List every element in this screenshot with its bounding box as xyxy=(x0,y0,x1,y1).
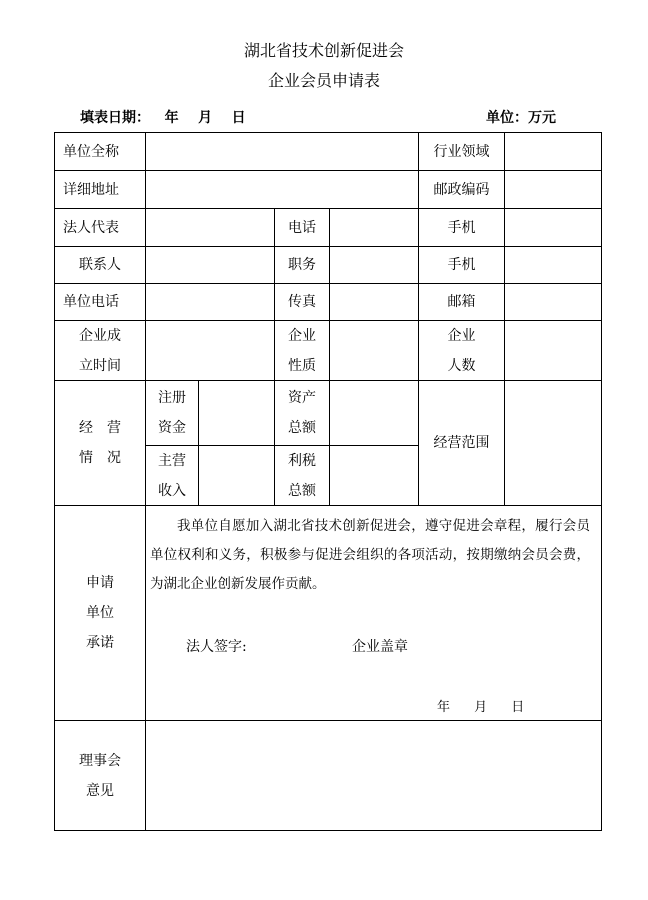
label-promise-line1: 申请 xyxy=(86,575,114,591)
company-seal-label: 企业盖章 xyxy=(352,639,408,655)
address-field[interactable] xyxy=(146,171,418,208)
founded-field[interactable] xyxy=(146,321,274,380)
label-staff xyxy=(419,321,504,380)
label-position: 职务 xyxy=(288,257,316,273)
label-council xyxy=(55,721,145,830)
label-promise-line2: 单位 xyxy=(86,605,114,621)
assets-field[interactable] xyxy=(330,381,418,445)
label-phone: 电话 xyxy=(288,219,316,236)
label-business-line2: 情 况 xyxy=(79,450,121,466)
label-tax xyxy=(275,446,329,505)
promise-text: 我单位自愿加入湖北省技术创新促进会，遵守促进会章程，履行会员单位权利和义务，积极参与促进会组织的各项活动，按期缴纳会员会费，为湖北企业创新发展作贡献。 xyxy=(150,518,590,592)
label-nature-line2: 性质 xyxy=(288,357,316,374)
label-contact: 联系人 xyxy=(79,257,121,273)
nature-field[interactable] xyxy=(330,321,418,380)
reg-capital-field[interactable] xyxy=(199,381,274,445)
label-promise-line3: 承诺 xyxy=(86,635,114,651)
contact-field[interactable] xyxy=(146,247,274,283)
label-staff-line1: 企业 xyxy=(447,327,476,344)
label-postcode: 邮政编码 xyxy=(433,181,490,198)
label-council-line2: 意见 xyxy=(86,782,114,799)
unit-note: 单位：万元 xyxy=(486,110,556,126)
phone-field[interactable] xyxy=(330,209,418,246)
position-field[interactable] xyxy=(330,247,418,283)
label-assets-line2: 总额 xyxy=(288,420,316,436)
label-revenue-line2: 收入 xyxy=(158,482,186,499)
label-reg-capital xyxy=(146,381,198,445)
label-staff-line2: 人数 xyxy=(447,357,476,374)
label-unit-phone: 单位电话 xyxy=(63,294,119,310)
label-business-line1: 经 营 xyxy=(79,420,121,436)
unit-phone-field[interactable] xyxy=(146,284,274,320)
label-tax-line1: 利税 xyxy=(288,452,316,469)
label-revenue-line1: 主营 xyxy=(158,452,186,469)
label-reg-capital-line1: 注册 xyxy=(158,390,186,406)
revenue-field[interactable] xyxy=(199,446,274,505)
label-promise xyxy=(55,506,145,720)
label-council-line1: 理事会 xyxy=(79,752,121,769)
label-scope: 经营范围 xyxy=(433,435,490,451)
staff-field[interactable] xyxy=(505,321,601,380)
legal-rep-field[interactable] xyxy=(146,209,274,246)
fill-date-label: 填表日期： 年 月 日 xyxy=(80,110,246,126)
label-mobile-1: 手机 xyxy=(447,219,476,236)
scope-field[interactable] xyxy=(505,381,601,505)
tax-field[interactable] xyxy=(330,446,418,505)
label-industry: 行业领域 xyxy=(433,143,490,160)
label-legal-rep: 法人代表 xyxy=(63,219,119,236)
legal-sign-label: 法人签字: xyxy=(186,639,247,655)
label-founded-line2: 立时间 xyxy=(79,357,121,374)
mobile-1-field[interactable] xyxy=(505,209,601,246)
label-mobile-2: 手机 xyxy=(447,257,476,273)
promise-date: 年 月 日 xyxy=(437,700,525,715)
label-assets-line1: 资产 xyxy=(288,390,316,406)
label-nature xyxy=(275,321,329,380)
fax-field[interactable] xyxy=(330,284,418,320)
company-name-field[interactable] xyxy=(146,133,418,170)
email-field[interactable] xyxy=(505,284,601,320)
label-revenue xyxy=(146,446,198,505)
form-subtitle: 企业会员申请表 xyxy=(267,71,380,90)
council-opinion-field[interactable] xyxy=(146,721,601,830)
postcode-field[interactable] xyxy=(505,171,601,208)
label-company-name: 单位全称 xyxy=(63,143,119,160)
label-nature-line1: 企业 xyxy=(288,327,316,344)
industry-field[interactable] xyxy=(505,133,601,170)
mobile-2-field[interactable] xyxy=(505,247,601,283)
label-reg-capital-line2: 资金 xyxy=(158,420,186,436)
label-founded xyxy=(55,321,145,380)
label-address: 详细地址 xyxy=(63,181,119,198)
label-email: 邮箱 xyxy=(447,294,476,310)
label-tax-line2: 总额 xyxy=(288,482,316,499)
label-founded-line1: 企业成 xyxy=(79,327,121,344)
label-assets xyxy=(275,381,329,445)
form-title: 湖北省技术创新促进会 xyxy=(243,41,404,60)
label-business xyxy=(55,381,145,505)
label-fax: 传真 xyxy=(288,294,316,310)
